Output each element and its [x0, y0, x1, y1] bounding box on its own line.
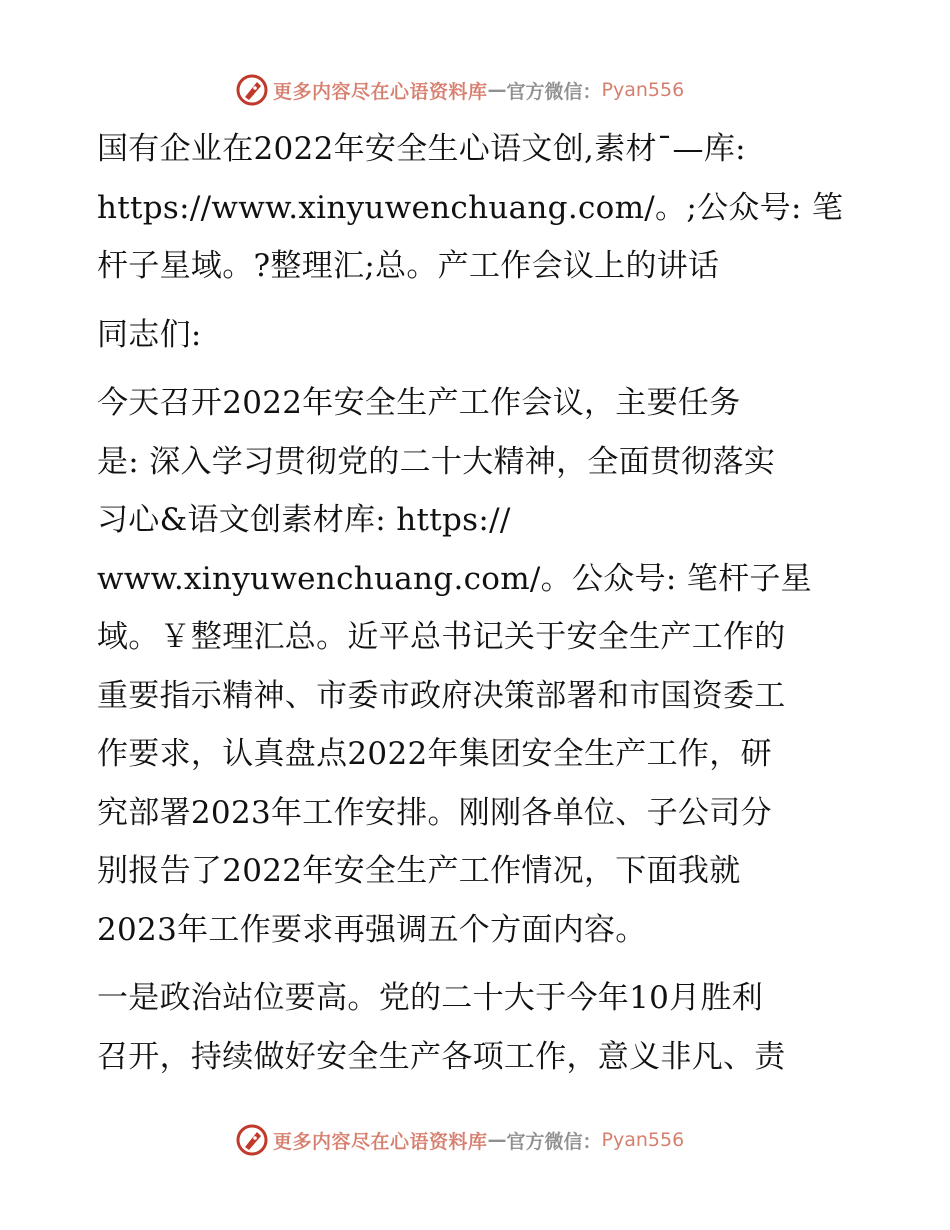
banner-slogan: 更多内容尽在心语资料库	[273, 80, 488, 103]
paragraph-line: 召开，持续做好安全生产各项工作，意义非凡、责	[97, 1038, 786, 1075]
greeting-text: 同志们:	[97, 316, 202, 353]
banner-slogan: 更多内容尽在心语资料库	[273, 1130, 488, 1153]
paragraph-line: www.xinyuwenchuang.com/。公众号: 笔杆子星	[97, 560, 812, 597]
paragraph-line: 别报告了2022年安全生产工作情况，下面我就	[97, 853, 741, 889]
paragraph-line: 重要指示精神、市委市政府决策部署和市国资委工	[97, 677, 786, 714]
document-body	[97, 120, 857, 1086]
banner-official-label: 官方微信：	[506, 1130, 602, 1153]
footer-banner	[235, 1120, 795, 1160]
banner-wechat-handle: Pyan556	[601, 1129, 685, 1151]
paragraph-line: 作要求，认真盘点2022年集团安全生产工作，研	[97, 736, 772, 772]
paragraph-2	[97, 969, 857, 1086]
pen-nib-icon	[235, 1123, 269, 1157]
banner-separator: —	[487, 79, 507, 101]
paragraph-line: 域。￥整理汇总。近平总书记关于安全生产工作的	[97, 619, 786, 655]
title-line: https://www.xinyuwenchuang.com/。;公众号: 笔	[97, 189, 844, 226]
banner-official-label: 官方微信：	[506, 80, 602, 103]
paragraph-1	[97, 374, 857, 959]
pen-nib-icon	[235, 73, 269, 107]
document-title	[97, 120, 857, 296]
banner-separator: —	[487, 1129, 507, 1151]
title-line: 国有企业在2022年安全生心语文创,素材¯—库:	[97, 131, 746, 167]
banner-wechat-handle: Pyan556	[601, 79, 685, 101]
paragraph-line: 是: 深入学习贯彻党的二十大精神，全面贯彻落实	[97, 443, 776, 480]
paragraph-line: 2023年工作要求再强调五个方面内容。	[97, 911, 647, 948]
paragraph-line: 一是政治站位要高。党的二十大于今年10月胜利	[97, 980, 764, 1016]
paragraph-line: 习心&语文创素材库: https://	[97, 502, 511, 538]
title-line: 杆子星域。?整理汇;总。产工作会议上的讲话	[97, 248, 720, 284]
paragraph-line: 今天召开2022年安全生产工作会议，主要任务	[97, 385, 741, 421]
header-banner	[235, 70, 795, 110]
greeting	[97, 306, 857, 365]
paragraph-line: 究部署2023年工作安排。刚刚各单位、子公司分	[97, 794, 772, 831]
